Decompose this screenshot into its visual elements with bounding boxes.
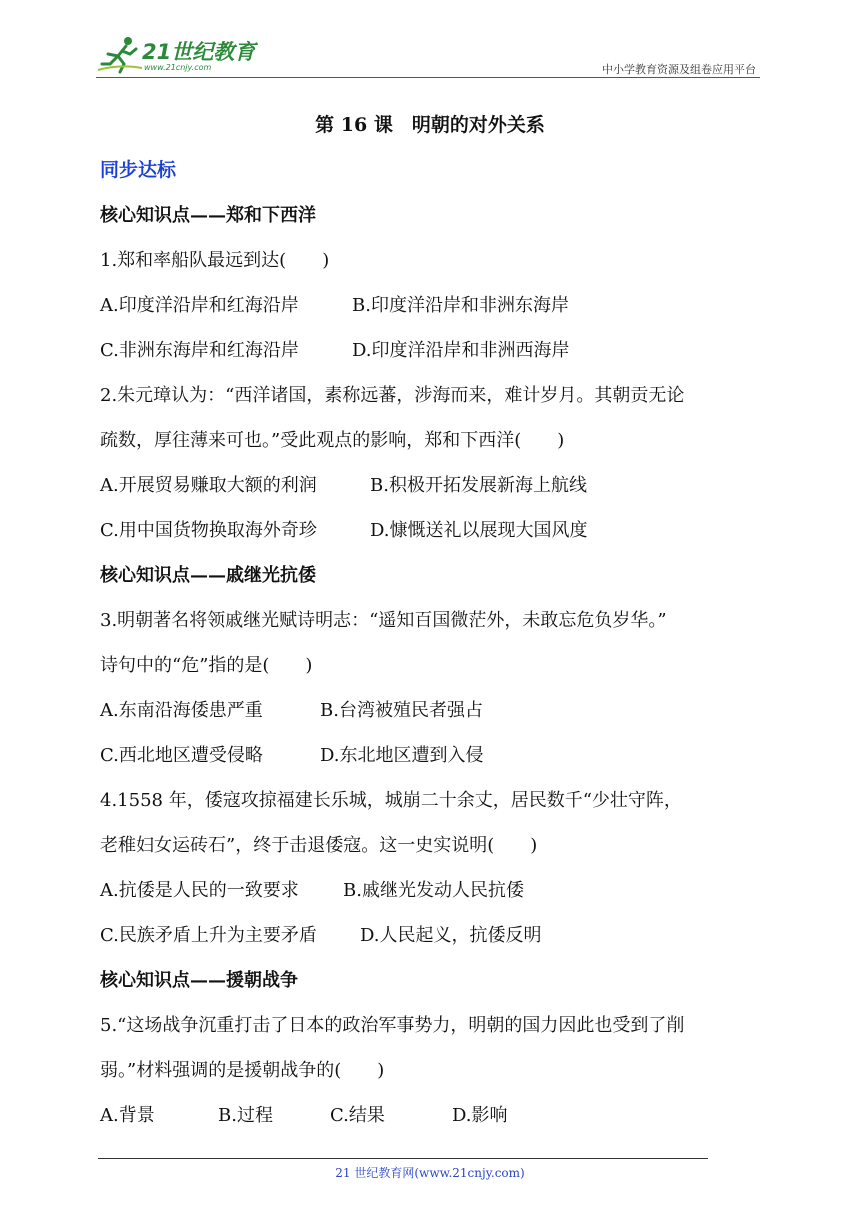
question-1-option-b: B.印度洋沿岸和非洲东海岸 [352,295,569,316]
question-3-stem-line-1: 3.明朝著名将领戚继光赋诗明志：“遥知百国微茫外，未敢忘危负岁华。” [100,610,667,631]
topic-heading-3: 核心知识点——援朝战争 [100,970,298,991]
question-3-option-b: B.台湾被殖民者强占 [320,700,483,721]
footer-link[interactable]: 21 世纪教育网(www.21cnjy.com) [335,1166,525,1180]
question-3-option-c: C.西北地区遭受侵略 [100,745,263,766]
page-header [96,34,760,78]
question-3-stem-line-2: 诗句中的“危”指的是( ) [100,655,313,676]
question-2-option-c: C.用中国货物换取海外奇珍 [100,520,317,541]
question-3-option-d: D.东北地区遭到入侵 [320,745,484,766]
question-1-option-a: A.印度洋沿岸和红海沿岸 [100,295,299,316]
topic-heading-2: 核心知识点——戚继光抗倭 [100,565,316,586]
question-4-option-d: D.人民起义，抗倭反明 [360,925,542,946]
question-2-stem-line-2: 疏数，厚往薄来可也。”受此观点的影响，郑和下西洋( ) [100,430,565,451]
question-1-option-d: D.印度洋沿岸和非洲西海岸 [352,340,570,361]
footer-divider [98,1158,708,1159]
question-5-stem-line-2: 弱。”材料强调的是援朝战争的( ) [100,1060,385,1081]
question-5-stem-line-1: 5.“这场战争沉重打击了日本的政治军事势力，明朝的国力因此也受到了削 [100,1015,685,1036]
question-2-option-a: A.开展贸易赚取大额的利润 [100,475,317,496]
question-5-option-d: D.影响 [452,1105,508,1126]
topic-heading-1: 核心知识点——郑和下西洋 [100,205,316,226]
question-2-stem-line-1: 2.朱元璋认为：“西洋诸国，素称远蕃，涉海而来，难计岁月。其朝贡无论 [100,385,685,406]
question-4-option-a: A.抗倭是人民的一致要求 [100,880,299,901]
question-5-option-a: A.背景 [100,1105,155,1126]
runner-logo-icon [96,34,144,76]
question-2-option-b: B.积极开拓发展新海上航线 [370,475,587,496]
header-divider [96,77,760,78]
logo-text: 21世纪教育 [142,40,256,64]
logo-url: www.21cnjy.com [144,63,212,72]
site-logo [96,34,266,76]
question-4-option-c: C.民族矛盾上升为主要矛盾 [100,925,317,946]
platform-name: 中小学教育资源及组卷应用平台 [602,63,756,76]
question-4-stem-line-1: 4.1558 年，倭寇攻掠福建长乐城，城崩二十余丈，居民数千“少壮守阵， [100,790,682,811]
question-1-option-c: C.非洲东海岸和红海沿岸 [100,340,299,361]
question-5-option-b: B.过程 [218,1105,273,1126]
question-2-option-d: D.慷慨送礼以展现大国风度 [370,520,588,541]
question-5-option-c: C.结果 [330,1105,385,1126]
question-4-stem-line-2: 老稚妇女运砖石”，终于击退倭寇。这一史实说明( ) [100,835,538,856]
question-4-option-b: B.戚继光发动人民抗倭 [343,880,524,901]
section-heading-sync: 同步达标 [100,159,177,181]
question-3-option-a: A.东南沿海倭患严重 [100,700,263,721]
question-1-stem: 1.郑和率船队最远到达( ) [100,250,330,271]
page-title: 第 16 课 明朝的对外关系 [315,114,545,136]
